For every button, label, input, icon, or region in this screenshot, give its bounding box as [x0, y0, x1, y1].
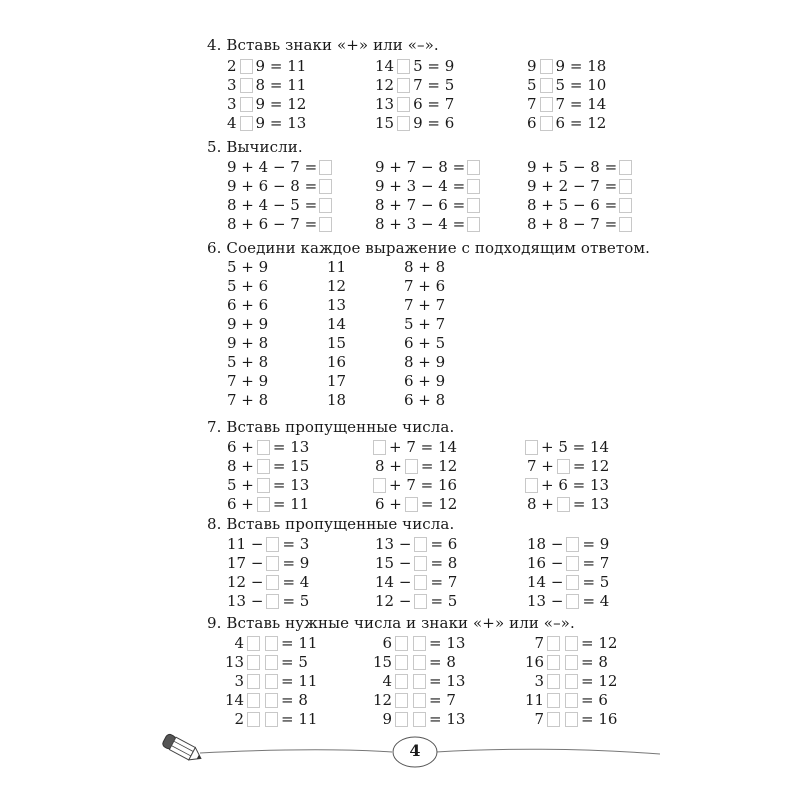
- pencil-icon: [161, 733, 204, 765]
- operand: 6: [527, 114, 537, 132]
- equation-rest: 5 = 9: [413, 57, 455, 75]
- answer[interactable]: 18: [327, 391, 347, 409]
- expression-end: = 6: [430, 535, 458, 553]
- equation-rest: 6 = 12: [555, 114, 607, 132]
- left-expression[interactable]: 6 + 6: [227, 296, 269, 314]
- operand: 3: [534, 672, 544, 690]
- operand: 3: [227, 76, 237, 94]
- expression-start: 6 +: [227, 495, 254, 513]
- operand: 9: [527, 57, 537, 75]
- expression-start: 6 +: [227, 438, 254, 456]
- expression-end: = 9: [282, 554, 310, 572]
- result: = 13: [429, 634, 466, 652]
- expression-start: 5 +: [227, 476, 254, 494]
- task-title: 6. Соедини каждое выражение с подходящим ответом.: [207, 239, 651, 257]
- expression-start: 8 +: [527, 495, 554, 513]
- result: = 8: [281, 691, 308, 709]
- result: = 13: [429, 672, 466, 690]
- equation-rest: 9 = 12: [255, 95, 307, 113]
- operand: 4: [382, 672, 392, 690]
- result: = 12: [581, 672, 618, 690]
- expression-start: 16 −: [527, 554, 564, 572]
- operand: 3: [227, 95, 237, 113]
- expression-end: = 15: [272, 457, 310, 475]
- answer[interactable]: 15: [327, 334, 347, 352]
- right-expression[interactable]: 5 + 7: [404, 315, 446, 333]
- expression-end: = 13: [572, 495, 610, 513]
- expression: 8 + 5 − 6 =: [527, 196, 618, 214]
- expression-end: = 13: [272, 438, 310, 456]
- right-expression[interactable]: 6 + 5: [404, 334, 446, 352]
- expression-start: 13 −: [527, 592, 564, 610]
- left-expression[interactable]: 5 + 9: [227, 258, 269, 276]
- operand: 3: [234, 672, 244, 690]
- expression-end: = 12: [572, 457, 610, 475]
- equation-rest: 7 = 5: [413, 76, 455, 94]
- expression-end: + 7 = 14: [389, 438, 458, 456]
- left-expression[interactable]: 5 + 8: [227, 353, 269, 371]
- result: = 11: [281, 672, 318, 690]
- left-expression[interactable]: 9 + 9: [227, 315, 269, 333]
- equation-rest: 6 = 7: [413, 95, 455, 113]
- expression-end: = 12: [420, 495, 458, 513]
- operand: 14: [225, 691, 245, 709]
- expression-end: + 7 = 16: [389, 476, 458, 494]
- operand: 13: [375, 95, 395, 113]
- operand: 4: [234, 634, 244, 652]
- expression-start: 15 −: [375, 554, 412, 572]
- operand: 13: [225, 653, 245, 671]
- operand: 15: [375, 114, 395, 132]
- expression-end: = 9: [582, 535, 610, 553]
- operand: 12: [373, 691, 393, 709]
- expression-start: 17 −: [227, 554, 264, 572]
- operand: 11: [525, 691, 545, 709]
- expression-start: 14 −: [375, 573, 412, 591]
- equation-rest: 9 = 6: [413, 114, 455, 132]
- operand: 12: [375, 76, 395, 94]
- expression-end: = 13: [272, 476, 310, 494]
- right-expression[interactable]: 6 + 8: [404, 391, 446, 409]
- expression-start: 7 +: [527, 457, 554, 475]
- right-expression[interactable]: 7 + 6: [404, 277, 446, 295]
- operand: 4: [227, 114, 237, 132]
- result: = 13: [429, 710, 466, 728]
- expression-end: = 4: [282, 573, 310, 591]
- expression-start: 6 +: [375, 495, 402, 513]
- answer[interactable]: 17: [327, 372, 347, 390]
- result: = 6: [581, 691, 608, 709]
- task-title: 9. Вставь нужные числа и знаки «+» или «–».: [207, 614, 575, 632]
- expression: 9 + 7 − 8 =: [375, 158, 466, 176]
- equation-rest: 9 = 11: [255, 57, 307, 75]
- answer[interactable]: 12: [327, 277, 347, 295]
- operand: 14: [375, 57, 395, 75]
- answer[interactable]: 14: [327, 315, 347, 333]
- expression-end: = 5: [282, 592, 310, 610]
- left-expression[interactable]: 7 + 8: [227, 391, 269, 409]
- result: = 12: [581, 634, 618, 652]
- expression: 9 + 3 − 4 =: [375, 177, 466, 195]
- expression: 8 + 7 − 6 =: [375, 196, 466, 214]
- result: = 8: [581, 653, 608, 671]
- expression-start: 8 +: [375, 457, 402, 475]
- answer[interactable]: 16: [327, 353, 347, 371]
- expression-end: = 7: [430, 573, 458, 591]
- expression: 8 + 6 − 7 =: [227, 215, 318, 233]
- expression-start: 13 −: [375, 535, 412, 553]
- left-expression[interactable]: 7 + 9: [227, 372, 269, 390]
- task-title: 8. Вставь пропущенные числа.: [207, 515, 455, 533]
- result: = 8: [429, 653, 456, 671]
- operand: 2: [227, 57, 237, 75]
- expression-end: = 5: [430, 592, 458, 610]
- operand: 7: [527, 95, 537, 113]
- expression-start: 12 −: [227, 573, 264, 591]
- operand: 2: [234, 710, 244, 728]
- expression: 9 + 5 − 8 =: [527, 158, 618, 176]
- operand: 7: [534, 634, 544, 652]
- result: = 7: [429, 691, 456, 709]
- task-title: 4. Вставь знаки «+» или «–».: [207, 36, 439, 54]
- operand: 16: [525, 653, 545, 671]
- result: = 5: [281, 653, 308, 671]
- expression-start: 13 −: [227, 592, 264, 610]
- answer[interactable]: 11: [327, 258, 347, 276]
- answer[interactable]: 13: [327, 296, 347, 314]
- operand: 6: [382, 634, 392, 652]
- expression-start: 18 −: [527, 535, 564, 553]
- task-title: 7. Вставь пропущенные числа.: [207, 418, 455, 436]
- expression-end: = 11: [272, 495, 310, 513]
- right-expression[interactable]: 8 + 9: [404, 353, 446, 371]
- equation-rest: 5 = 10: [555, 76, 607, 94]
- right-expression[interactable]: 8 + 8: [404, 258, 446, 276]
- task-title: 5. Вычисли.: [207, 138, 303, 156]
- expression-end: = 4: [582, 592, 610, 610]
- operand: 9: [382, 710, 392, 728]
- expression-end: = 5: [582, 573, 610, 591]
- expression: 8 + 4 − 5 =: [227, 196, 318, 214]
- expression-end: + 5 = 14: [541, 438, 610, 456]
- expression-start: 8 +: [227, 457, 254, 475]
- result: = 11: [281, 710, 318, 728]
- operand: 7: [534, 710, 544, 728]
- expression-end: + 6 = 13: [541, 476, 610, 494]
- result: = 16: [581, 710, 618, 728]
- expression-start: 14 −: [527, 573, 564, 591]
- expression-end: = 7: [582, 554, 610, 572]
- operand: 15: [373, 653, 393, 671]
- right-expression[interactable]: 7 + 7: [404, 296, 446, 314]
- left-expression[interactable]: 5 + 6: [227, 277, 269, 295]
- expression-end: = 8: [430, 554, 458, 572]
- result: = 11: [281, 634, 318, 652]
- operand: 5: [527, 76, 537, 94]
- right-expression[interactable]: 6 + 9: [404, 372, 446, 390]
- expression: 9 + 2 − 7 =: [527, 177, 618, 195]
- expression-end: = 3: [282, 535, 310, 553]
- page-number: 4: [409, 741, 421, 760]
- equation-rest: 9 = 13: [255, 114, 307, 132]
- expression: 9 + 6 − 8 =: [227, 177, 318, 195]
- expression: 8 + 3 − 4 =: [375, 215, 466, 233]
- left-expression[interactable]: 9 + 8: [227, 334, 269, 352]
- expression: 9 + 4 − 7 =: [227, 158, 318, 176]
- equation-rest: 7 = 14: [555, 95, 607, 113]
- expression-start: 12 −: [375, 592, 412, 610]
- equation-rest: 8 = 11: [255, 76, 307, 94]
- expression: 8 + 8 − 7 =: [527, 215, 618, 233]
- expression-start: 11 −: [227, 535, 264, 553]
- expression-end: = 12: [420, 457, 458, 475]
- equation-rest: 9 = 18: [555, 57, 607, 75]
